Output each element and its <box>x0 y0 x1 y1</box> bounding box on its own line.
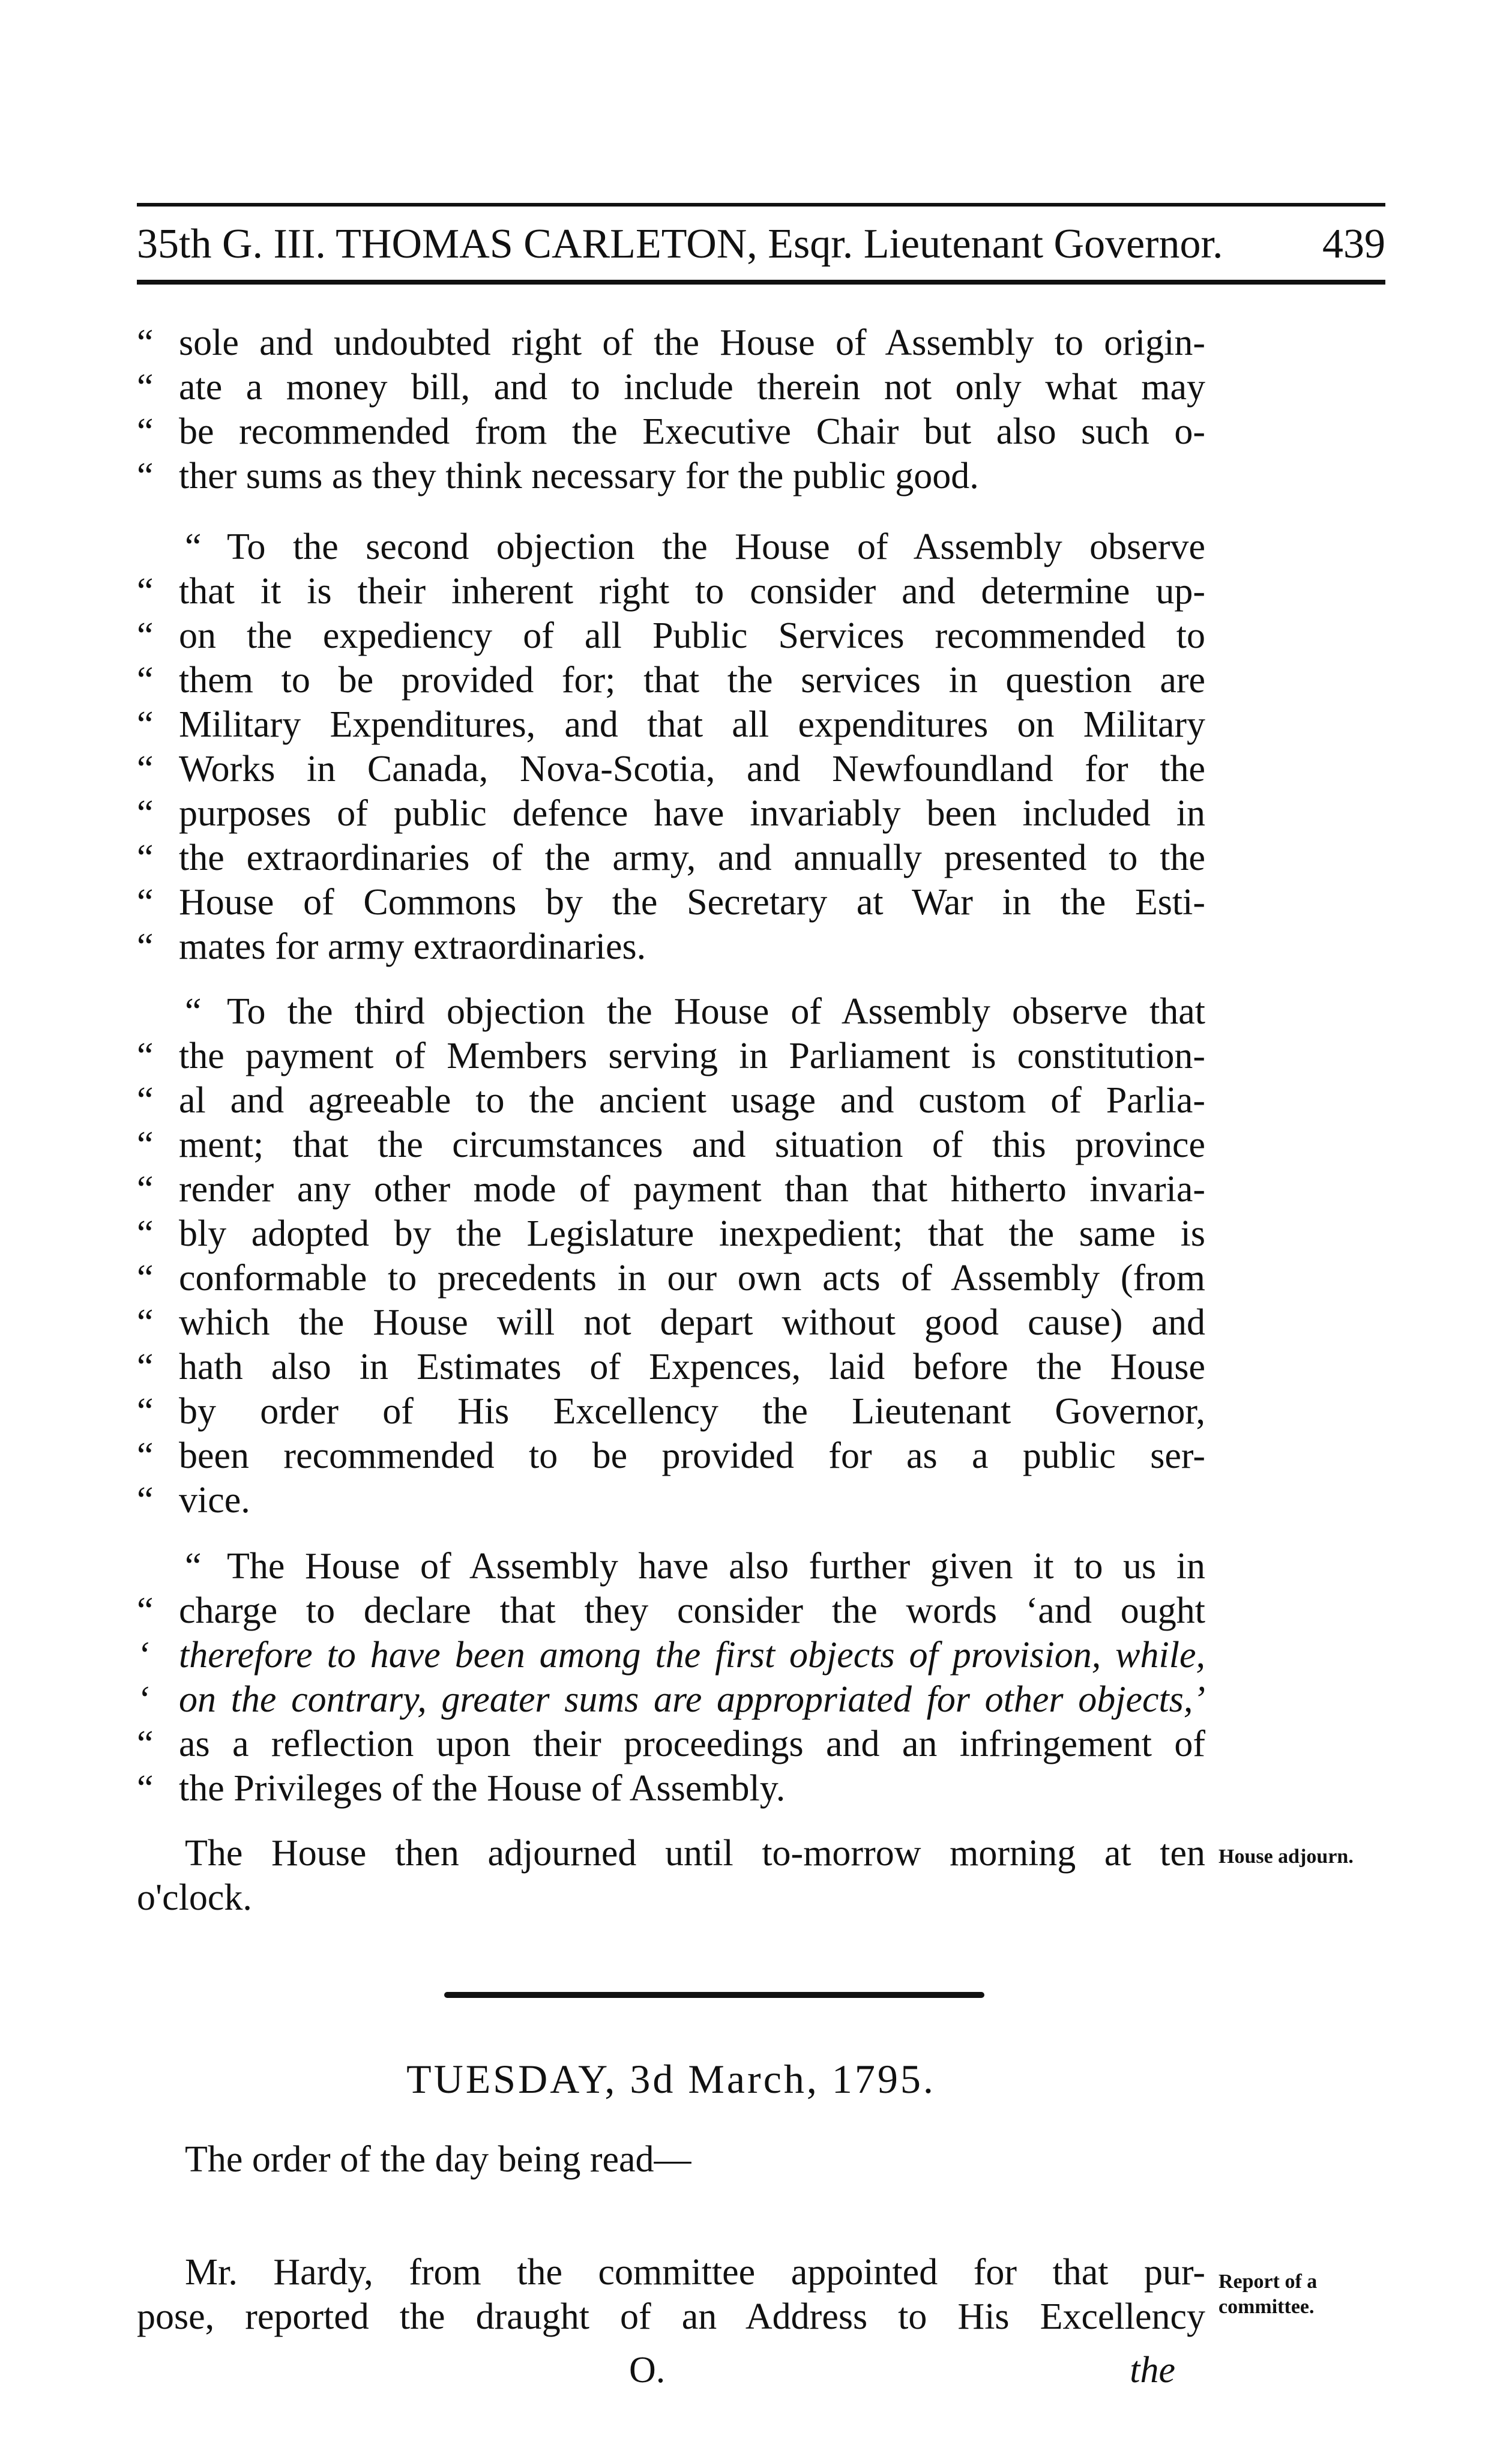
margin-note-report <box>1218 2269 1399 2320</box>
quote-mark: “ <box>137 411 154 452</box>
text-line <box>137 1677 1205 1722</box>
catchword: the <box>1130 2350 1175 2391</box>
text-line <box>137 989 1205 1034</box>
quote-mark: “ <box>137 704 154 745</box>
text-line <box>137 836 1205 880</box>
line-text: To the second objection the House of Assembly observe <box>227 526 1205 567</box>
quote-mark: “ <box>137 367 154 408</box>
quote-mark: “ <box>137 1169 154 1210</box>
paragraph-4 <box>137 1544 1205 1811</box>
quote-mark: “ <box>137 615 154 656</box>
line-text: that it is their inherent right to consider and determine up- <box>179 571 1205 612</box>
text-line <box>137 321 1205 365</box>
line-text: on the contrary, greater sums are appropriated for other objects,’ <box>179 1679 1205 1720</box>
top-rule <box>137 203 1385 207</box>
text-line <box>137 1123 1205 1167</box>
text-line <box>137 1034 1205 1078</box>
text-line <box>137 1722 1205 1766</box>
text-line <box>137 1478 1205 1522</box>
text-line <box>137 2295 1205 2339</box>
text-line <box>137 409 1205 454</box>
text-line <box>137 1589 1205 1633</box>
line-text: Mr. Hardy, from the committee appointed for that pur- <box>185 2252 1205 2293</box>
quote-mark: “ <box>185 526 202 567</box>
text-line <box>137 2137 1205 2182</box>
quote-mark: “ <box>137 571 154 612</box>
quote-mark: “ <box>137 749 154 789</box>
quote-mark: “ <box>137 926 154 967</box>
quote-mark: “ <box>137 1124 154 1165</box>
page-number: 439 <box>1322 221 1385 267</box>
line-text: ate a money bill, and to include therein not only what may <box>179 367 1205 408</box>
text-line <box>137 365 1205 409</box>
line-text: on the expediency of all Public Services recommended to <box>179 615 1205 656</box>
quote-mark: ‘ <box>137 1635 149 1676</box>
text-line <box>137 1766 1205 1811</box>
quote-mark: “ <box>137 1258 154 1299</box>
quote-mark: “ <box>137 1590 154 1631</box>
text-line <box>137 1544 1205 1589</box>
text-line <box>137 925 1205 969</box>
text-line <box>137 1167 1205 1211</box>
line-text: them to be provided for; that the services in question are <box>179 660 1205 701</box>
quote-mark: “ <box>137 1435 154 1476</box>
line-text: which the House will not depart without good cause) and <box>179 1302 1205 1343</box>
line-text: pose, reported the draught of an Address to His Excellency <box>137 2296 1205 2337</box>
text-line <box>137 658 1205 702</box>
running-head <box>137 217 1385 271</box>
paragraph-5 <box>137 1831 1205 1920</box>
paragraph-1 <box>137 321 1205 498</box>
quote-mark: “ <box>137 793 154 834</box>
text-line <box>137 1434 1205 1478</box>
line-text: sole and undoubted right of the House of Assembly to origin- <box>179 322 1205 363</box>
text-line <box>137 1345 1205 1389</box>
margin-note-house-adjourn: House adjourn. <box>1218 1845 1354 1868</box>
paragraph-hardy <box>137 2250 1205 2339</box>
line-text: ther sums as they think necessary for the public good. <box>179 456 979 496</box>
quote-mark: “ <box>137 1213 154 1254</box>
paragraph-2 <box>137 525 1205 969</box>
text-line <box>137 1633 1205 1677</box>
text-line <box>137 880 1205 925</box>
text-line <box>137 747 1205 791</box>
quote-mark: “ <box>137 1391 154 1432</box>
quote-mark: “ <box>137 1080 154 1121</box>
quote-mark: “ <box>137 1480 154 1521</box>
margin-note-line: Report of a <box>1218 2270 1318 2293</box>
quote-mark: “ <box>137 1724 154 1764</box>
quote-mark: “ <box>137 1768 154 1809</box>
line-text: the payment of Members serving in Parliament is constitution- <box>179 1036 1205 1076</box>
line-text: the Privileges of the House of Assembly. <box>179 1768 786 1809</box>
text-line <box>137 791 1205 836</box>
quote-mark: ‘ <box>137 1679 149 1720</box>
quote-mark: “ <box>137 882 154 923</box>
line-text: al and agreeable to the ancient usage and custom of Parlia- <box>179 1080 1205 1121</box>
line-text: hath also in Estimates of Expences, laid before the House <box>179 1347 1205 1387</box>
quote-mark: “ <box>137 837 154 878</box>
text-line <box>137 1211 1205 1256</box>
quote-mark: “ <box>185 991 202 1032</box>
line-text: as a reflection upon their proceedings and an infringement of <box>179 1724 1205 1764</box>
line-text: render any other mode of payment than that hitherto invaria- <box>179 1169 1205 1210</box>
line-text: vice. <box>179 1480 250 1521</box>
line-text: ment; that the circumstances and situation of this province <box>179 1124 1205 1165</box>
line-text: charge to declare that they consider the words ‘and ought <box>179 1590 1205 1631</box>
line-text: therefore to have been among the first objects of provision, while, <box>179 1635 1205 1676</box>
line-text: been recommended to be provided for as a public ser- <box>179 1435 1205 1476</box>
quote-mark: “ <box>137 1347 154 1387</box>
line-text: Works in Canada, Nova-Scotia, and Newfoundland for the <box>179 749 1205 789</box>
quote-mark: “ <box>137 1302 154 1343</box>
header-rule <box>137 280 1385 285</box>
text-line <box>137 1831 1205 1875</box>
text-line <box>137 569 1205 614</box>
quote-mark: “ <box>185 1546 202 1587</box>
page-footer <box>137 2346 1205 2394</box>
line-text: The House then adjourned until to-morrow morning at ten <box>185 1833 1205 1874</box>
line-text: Military Expenditures, and that all expenditures on Military <box>179 704 1205 745</box>
text-line <box>137 1875 1205 1920</box>
text-line <box>137 454 1205 498</box>
text-line <box>137 702 1205 747</box>
text-line <box>137 1256 1205 1300</box>
paragraph-3 <box>137 989 1205 1522</box>
paragraph-order <box>137 2137 1205 2182</box>
line-text: be recommended from the Executive Chair but also such o- <box>179 411 1205 452</box>
text-line <box>137 525 1205 569</box>
line-text: o'clock. <box>137 1877 252 1918</box>
line-text: mates for army extraordinaries. <box>179 926 646 967</box>
line-text: purposes of public defence have invariably been included in <box>179 793 1205 834</box>
margin-note-line: committee. <box>1218 2296 1315 2318</box>
line-text: House of Commons by the Secretary at War in the Esti- <box>179 882 1205 923</box>
quote-mark: “ <box>137 456 154 496</box>
quote-mark: “ <box>137 1036 154 1076</box>
running-title: 35th G. III. THOMAS CARLETON, Esqr. Lieutenant Governor. <box>137 221 1223 267</box>
text-line <box>137 1300 1205 1345</box>
section-divider <box>444 1992 984 1998</box>
quote-mark: “ <box>137 660 154 701</box>
line-text: the extraordinaries of the army, and annually presented to the <box>179 837 1205 878</box>
signature-mark: O. <box>629 2350 666 2391</box>
text-line <box>137 2250 1205 2295</box>
line-text: by order of His Excellency the Lieutenant Governor, <box>179 1391 1205 1432</box>
line-text: bly adopted by the Legislature inexpedient; that the same is <box>179 1213 1205 1254</box>
line-text: conformable to precedents in our own acts of Assembly (from <box>179 1258 1205 1299</box>
text-line <box>137 1078 1205 1123</box>
text-line <box>137 1389 1205 1434</box>
date-heading: TUESDAY, 3d March, 1795. <box>406 2056 936 2102</box>
quote-mark: “ <box>137 322 154 363</box>
line-text: The House of Assembly have also further given it to us in <box>227 1546 1205 1587</box>
text-line <box>137 614 1205 658</box>
line-text: The order of the day being read— <box>185 2139 691 2180</box>
line-text: To the third objection the House of Assembly observe that <box>227 991 1205 1032</box>
